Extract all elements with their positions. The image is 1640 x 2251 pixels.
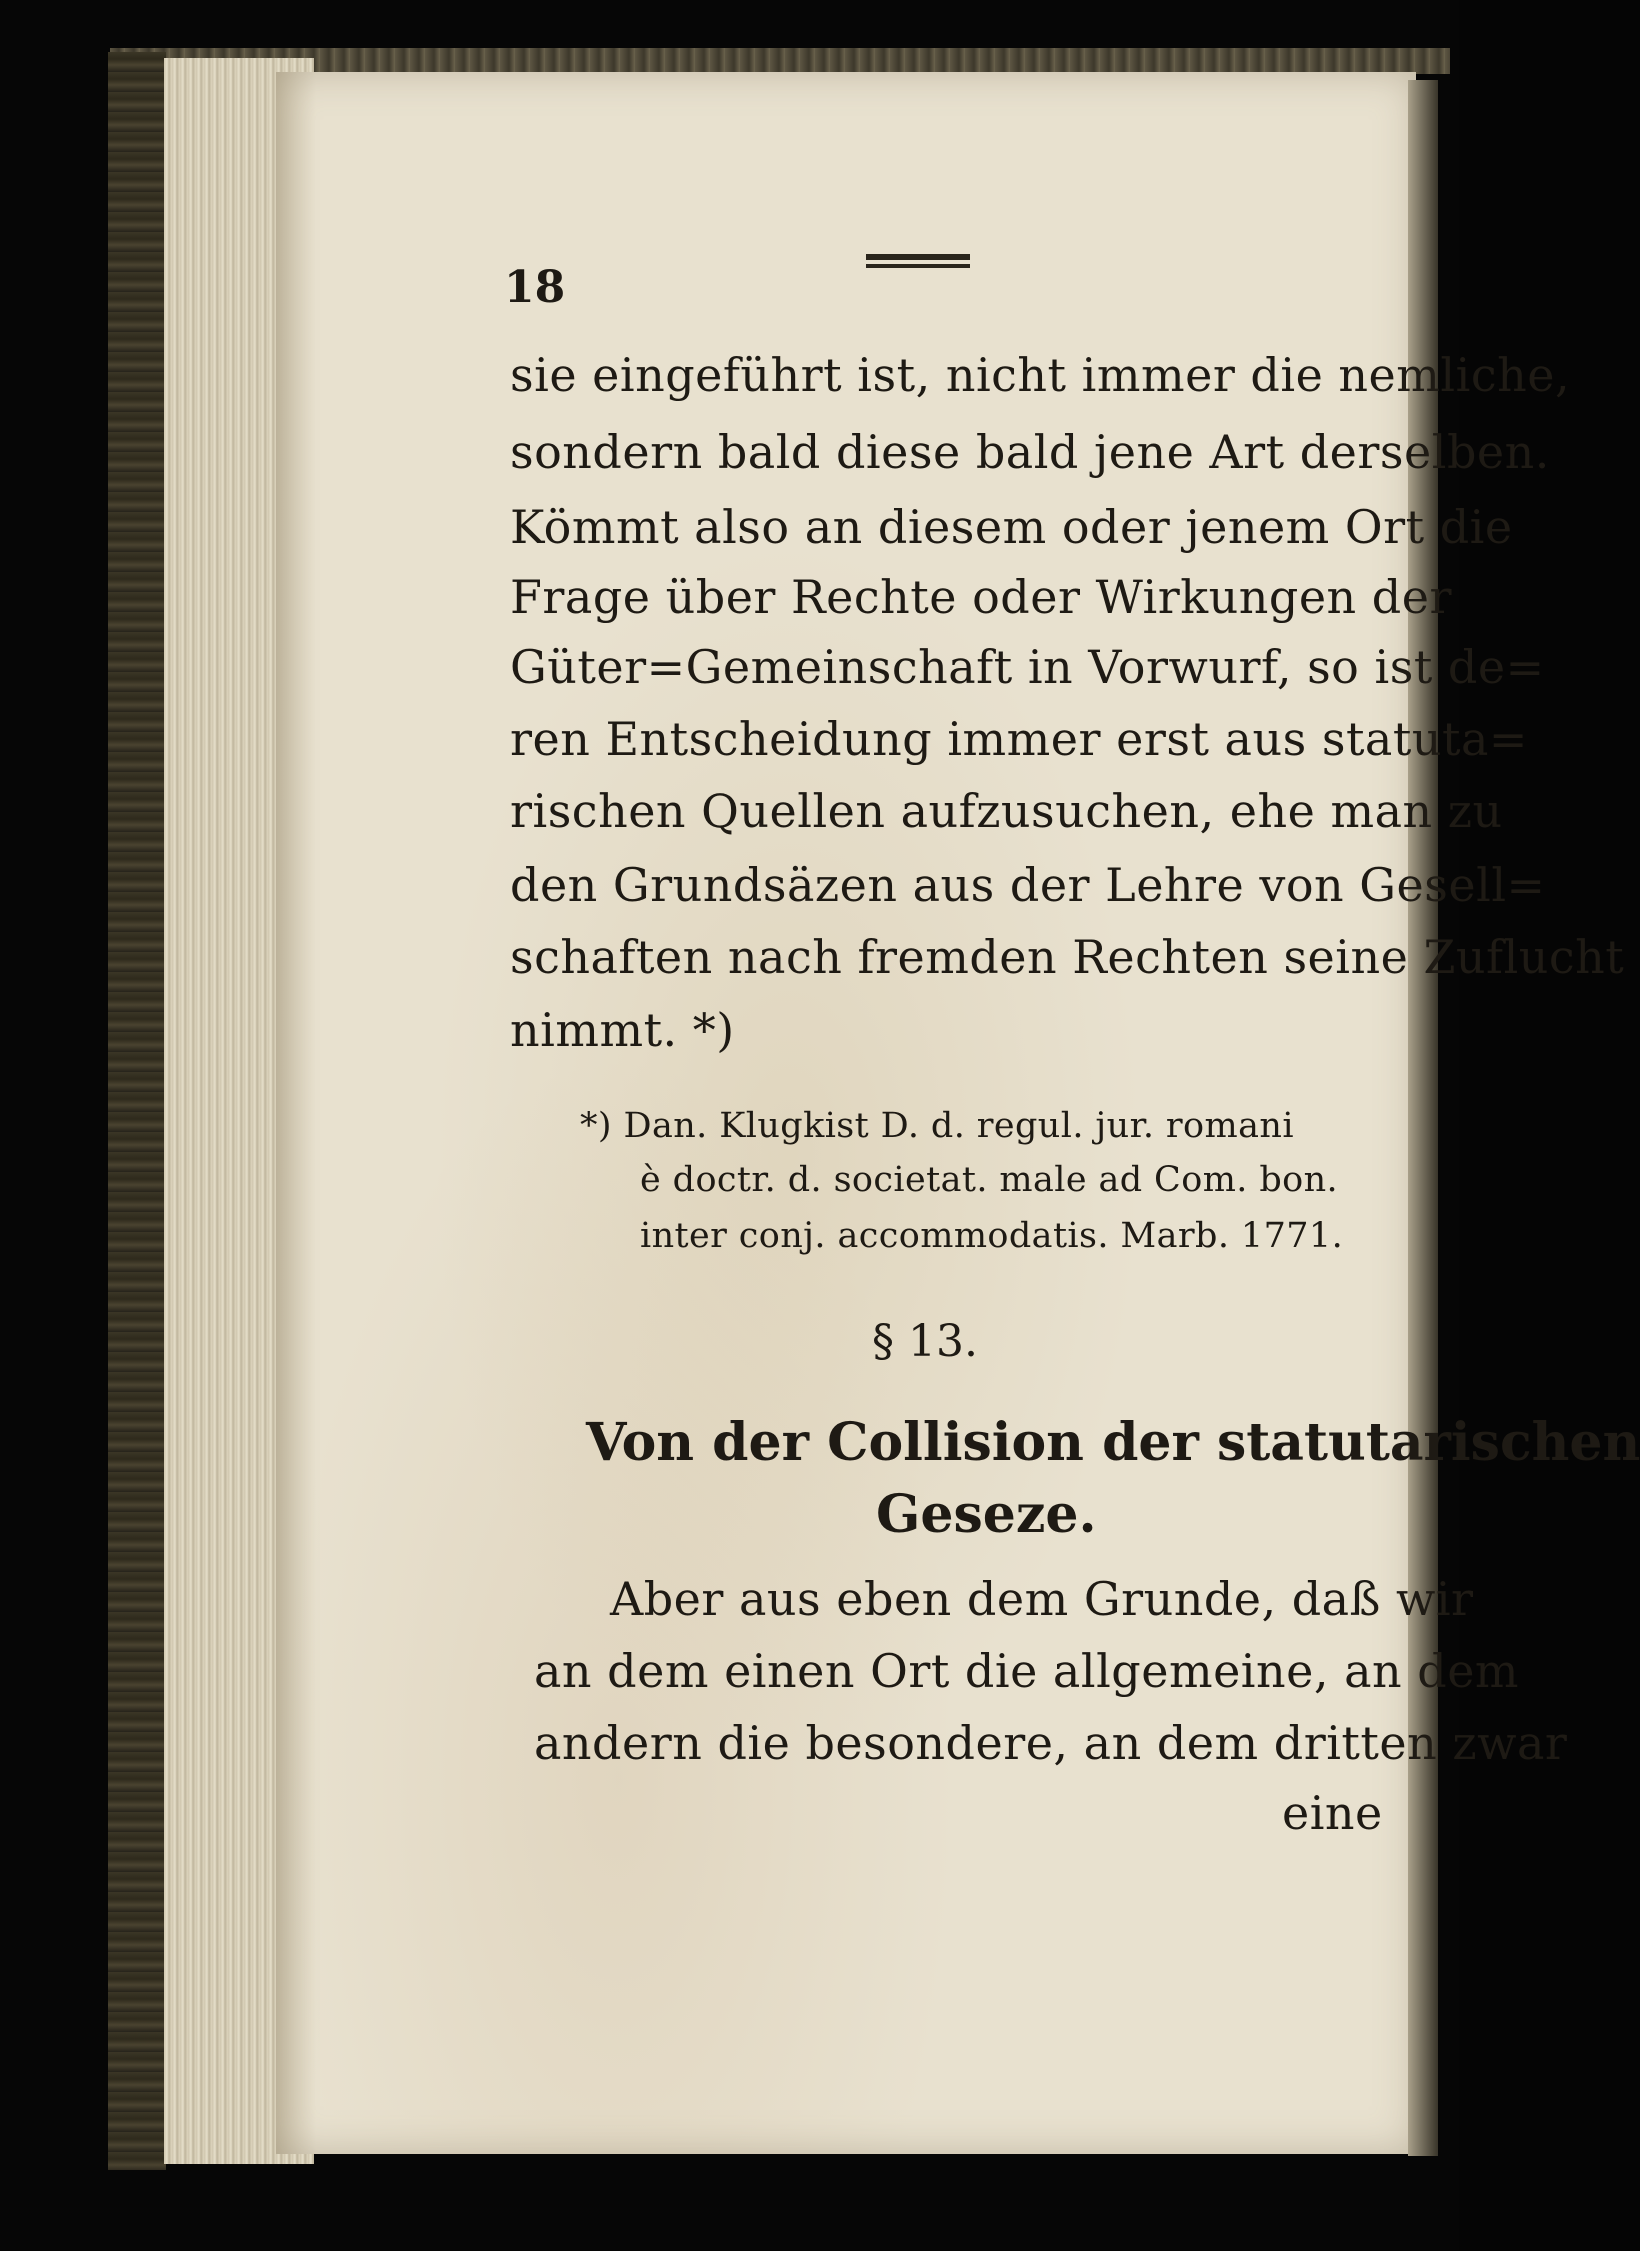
catchword: eine (1282, 1786, 1383, 1840)
section-title-line-1: Von der Collision der statutarischen (586, 1412, 1640, 1473)
body-line-6: ren Entscheidung immer erst aus statuta= (510, 712, 1528, 766)
body-line-5: Güter=Gemeinschaft in Vorwurf, so ist de= (510, 640, 1545, 694)
page-number: 18 (504, 262, 566, 313)
footnote-line-2: è doctr. d. societat. male ad Com. bon. (640, 1160, 1339, 1200)
body-line-3: Kömmt also an diesem oder jenem Ort die (510, 500, 1513, 554)
footnote-line-1: *) Dan. Klugkist D. d. regul. jur. romani (580, 1106, 1294, 1146)
section-title-line-2: Geseze. (876, 1484, 1097, 1545)
header-rule (866, 254, 970, 268)
section-number: § 13. (872, 1316, 978, 1367)
body-line-1: sie eingeführt ist, nicht immer die nemliche, (510, 348, 1571, 402)
body-line-9: schaften nach fremden Rechten seine Zuflucht (510, 930, 1625, 984)
body-line-2: sondern bald diese bald jene Art derselben. (510, 425, 1550, 479)
body-line-8: den Grundsäzen aus der Lehre von Gesell= (510, 858, 1546, 912)
section-body-line-3: andern die besondere, an dem dritten zwar (534, 1716, 1568, 1770)
body-line-7: rischen Quellen aufzusuchen, ehe man zu (510, 784, 1503, 838)
section-body-line-2: an dem einen Ort die allgemeine, an dem (534, 1644, 1520, 1698)
section-body-line-1: Aber aus eben dem Grunde, daß wir (610, 1572, 1474, 1626)
book-binding-board (108, 52, 166, 2170)
footnote-line-3: inter conj. accommodatis. Marb. 1771. (640, 1216, 1344, 1256)
body-line-10: nimmt. *) (510, 1003, 735, 1057)
body-line-4: Frage über Rechte oder Wirkungen der (510, 570, 1452, 624)
